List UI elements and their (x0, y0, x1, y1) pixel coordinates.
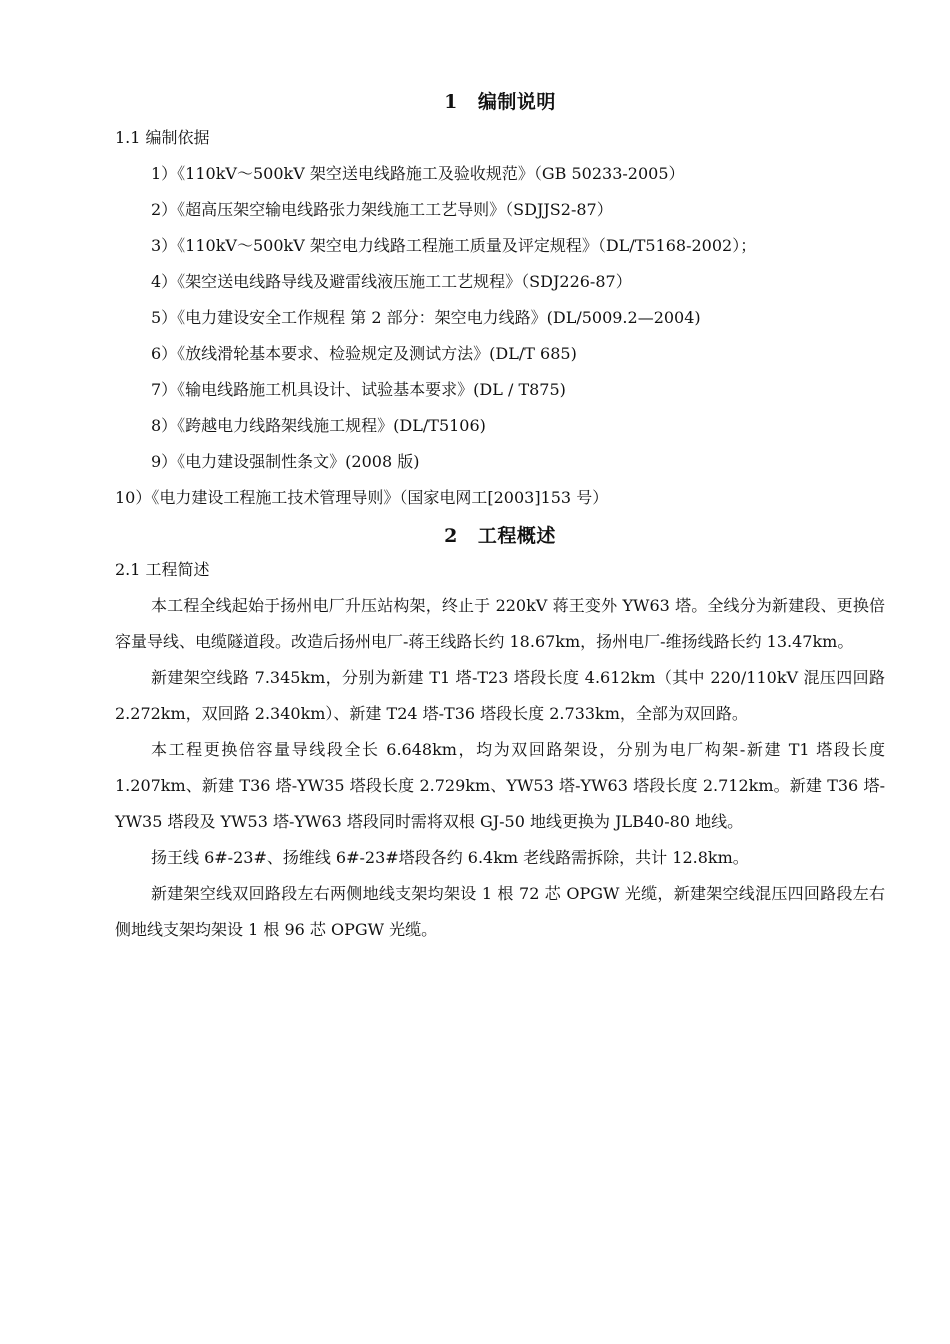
reference-item: 6）《放线滑轮基本要求、检验规定及测试方法》(DL/T 685) (151, 344, 577, 363)
section-1-heading (115, 86, 885, 118)
reference-item: 4）《架空送电线路导线及避雷线液压施工工艺规程》（SDJ226-87） (151, 272, 632, 291)
section-2-number: 2 (444, 525, 458, 547)
document-body (115, 86, 885, 948)
section-2-heading (115, 520, 885, 552)
reference-item: 2）《超高压架空输电线路张力架线施工工艺导则》（SDJJS2-87） (151, 200, 613, 219)
overview-paragraph: 新建架空线路 7.345km，分别为新建 T1 塔-T23 塔段长度 4.612km（其中 220/110kV 混压四回路 2.272km，双回路 2.340km）、新建 T24 塔-T36 塔段长度 2.733km，全部为双回路。 (115, 668, 885, 723)
section-1-number: 1 (444, 91, 458, 113)
subsection-2-1-heading: 2.1 工程简述 (115, 560, 210, 579)
reference-item: 3）《110kV～500kV 架空电力线路工程施工质量及评定规程》（DL/T5168-2002）； (151, 236, 757, 255)
reference-item: 5）《电力建设安全工作规程 第 2 部分：架空电力线路》(DL/5009.2—2004) (151, 308, 701, 327)
overview-paragraph: 新建架空线双回路段左右两侧地线支架均架设 1 根 72 芯 OPGW 光缆，新建架空线混压四回路段左右侧地线支架均架设 1 根 96 芯 OPGW 光缆。 (115, 884, 885, 939)
reference-item: 7）《输电线路施工机具设计、试验基本要求》(DL / T875) (151, 380, 566, 399)
overview-paragraph: 扬王线 6#-23#、扬维线 6#-23#塔段各约 6.4km 老线路需拆除，共计 12.8km。 (151, 848, 749, 867)
reference-item: 8）《跨越电力线路架线施工规程》(DL/T5106) (151, 416, 486, 435)
overview-paragraph: 本工程全线起始于扬州电厂升压站构架，终止于 220kV 蒋王变外 YW63 塔。全线分为新建段、更换倍容量导线、电缆隧道段。改造后扬州电厂-蒋王线路长约 18.67km，扬州电厂-维扬线路长约 13.47km。 (115, 596, 885, 651)
section-1-title: 编制说明 (477, 91, 556, 113)
section-2-title: 工程概述 (477, 525, 556, 547)
subsection-1-1-heading: 1.1 编制依据 (115, 128, 210, 147)
reference-item: 1）《110kV～500kV 架空送电线路施工及验收规范》（GB 50233-2005） (151, 164, 685, 183)
reference-item: 9）《电力建设强制性条文》(2008 版) (151, 452, 420, 471)
reference-item: 10）《电力建设工程施工技术管理导则》（国家电网工[2003]153 号） (115, 488, 609, 507)
overview-paragraph: 本工程更换倍容量导线段全长 6.648km，均为双回路架设，分别为电厂构架-新建 T1 塔段长度 1.207km、新建 T36 塔-YW35 塔段长度 2.729km、YW53 塔-YW63 塔段长度 2.712km。新建 T36 塔-YW35 塔段及 YW53 塔-YW63 塔段同时需将双根 GJ-50 地线更换为 JLB40-80 地线。 (115, 740, 885, 831)
